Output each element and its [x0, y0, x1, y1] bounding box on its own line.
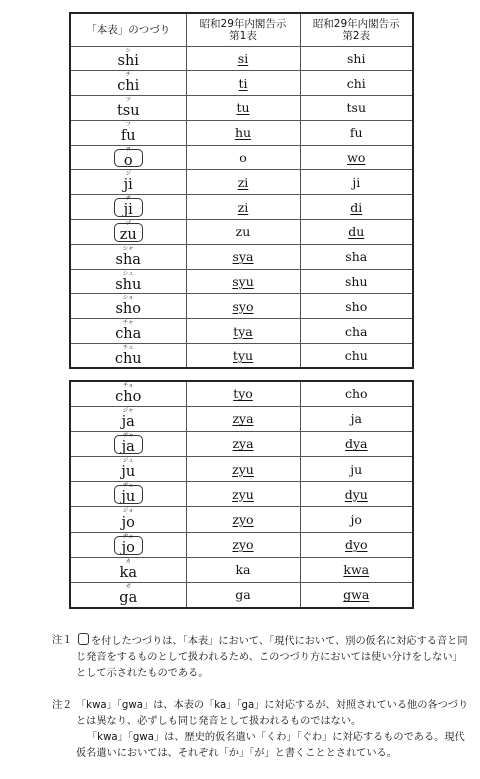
table1-spelling: ka [235, 562, 251, 578]
table2-spelling: jo [350, 512, 362, 528]
note-2 [52, 698, 472, 762]
kana-reading: カ [125, 558, 131, 565]
kana-reading: ジュ [122, 458, 134, 465]
romanization-table-part1 [69, 12, 414, 369]
table2-spelling: dyu [344, 486, 368, 502]
note-1-label: 注１ [52, 635, 73, 646]
table1-spelling-cell [186, 170, 300, 195]
table2-spelling: du [348, 224, 365, 240]
table2-spelling-cell [300, 457, 413, 482]
table1-spelling-cell [186, 431, 300, 456]
table1-spelling-cell [186, 344, 300, 369]
hepburn-cell [70, 294, 186, 319]
hepburn-cell [70, 195, 186, 220]
table-row [70, 319, 413, 344]
hepburn-spelling: cha [115, 326, 142, 343]
table1-spelling: zi [237, 199, 249, 215]
hepburn-cell [70, 532, 186, 557]
table1-spelling-cell [186, 269, 300, 294]
hepburn-spelling: tsu [116, 102, 140, 119]
table1-spelling-cell [186, 532, 300, 557]
table-row [70, 482, 413, 507]
hepburn-cell [70, 457, 186, 482]
table1-spelling: hu [234, 125, 252, 141]
table1-spelling-cell [186, 406, 300, 431]
table1-spelling-cell [186, 96, 300, 121]
table-row [70, 507, 413, 532]
kana-reading: ヅ [125, 221, 131, 228]
table-row [70, 120, 413, 145]
table2-spelling-cell [300, 344, 413, 369]
table1-spelling-cell [186, 557, 300, 582]
hepburn-cell [70, 170, 186, 195]
note-1-text: を付したつづりは、「本表」において、「現代において、別の仮名に対応する音と同じ発音をするものとして扱われるため、このつづり方においては使い分けをしない」として示されたものである。 [76, 636, 468, 679]
table2-spelling: dya [344, 436, 368, 452]
hepburn-spelling: ga [119, 589, 138, 606]
hepburn-cell [70, 220, 186, 245]
table1-spelling-cell [186, 507, 300, 532]
table-row [70, 583, 413, 608]
table2-spelling-cell [300, 294, 413, 319]
table1-spelling: zu [235, 224, 251, 240]
header-table1 [186, 13, 300, 46]
table2-spelling-cell [300, 583, 413, 608]
table2-spelling-cell [300, 507, 413, 532]
table1-spelling: zyu [232, 486, 254, 502]
hepburn-spelling: sha [115, 251, 141, 268]
hepburn-spelling: sho [115, 301, 141, 318]
table1-spelling-cell [186, 583, 300, 608]
table1-spelling-cell [186, 294, 300, 319]
table1-spelling: zya [232, 436, 254, 452]
table1-spelling-cell [186, 381, 300, 406]
hepburn-spelling: ju [121, 489, 136, 506]
table2-spelling: tsu [346, 100, 366, 116]
table2-spelling-cell [300, 244, 413, 269]
table1-spelling: tya [233, 323, 253, 339]
table1-spelling: zyu [232, 461, 254, 477]
kana-reading: ヂャ [122, 432, 134, 439]
table1-spelling: tyo [233, 386, 253, 402]
table1-spelling: sya [232, 249, 254, 265]
hepburn-cell [70, 557, 186, 582]
kana-reading: シ [125, 47, 131, 54]
hepburn-cell [70, 244, 186, 269]
table1-spelling: ga [235, 587, 251, 603]
table2-spelling-cell [300, 220, 413, 245]
kana-reading: ツ [125, 97, 131, 104]
kana-reading: ヂ [125, 196, 131, 203]
table2-spelling-cell [300, 170, 413, 195]
table1-spelling: tyu [232, 348, 254, 364]
hepburn-spelling: ja [121, 413, 135, 430]
table-row [70, 557, 413, 582]
table1-spelling: zyo [232, 512, 254, 528]
note-2-paragraph-2: 「kwa」「gwa」は、歴史的仮名遣い「くわ」「ぐわ」に対応するものである。現代仮名遣いにおいては、それぞれ「か」「が」と書くこととされている。 [76, 732, 465, 759]
table-row [70, 381, 413, 406]
table-row [70, 406, 413, 431]
table1-spelling: si [237, 50, 249, 66]
kana-reading: ジョ [122, 508, 134, 515]
kana-reading: ジャ [122, 407, 134, 414]
kana-reading: ヂュ [122, 483, 134, 490]
table2-spelling-cell [300, 195, 413, 220]
kana-reading: ジ [125, 171, 131, 178]
table-row [70, 532, 413, 557]
table-row [70, 431, 413, 456]
header-table2-text: 昭和29年内閣告示 第2表 [312, 17, 400, 42]
table2-spelling-cell [300, 120, 413, 145]
kana-reading: チョ [122, 383, 134, 389]
table2-spelling: sho [345, 298, 368, 314]
hepburn-cell [70, 46, 186, 71]
hepburn-cell [70, 431, 186, 456]
table1-spelling-cell [186, 120, 300, 145]
kana-reading: ショ [122, 295, 134, 302]
table2-spelling-cell [300, 381, 413, 406]
table2-spelling-cell [300, 532, 413, 557]
table2-spelling: chi [346, 75, 366, 91]
hepburn-spelling: jo [121, 539, 135, 556]
header-honpyo: 「本表」のつづり [70, 13, 186, 46]
table2-spelling-cell [300, 482, 413, 507]
table-row [70, 220, 413, 245]
hepburn-spelling: chi [117, 78, 140, 95]
hepburn-spelling: fu [120, 127, 136, 144]
table-row [70, 294, 413, 319]
hepburn-spelling: ja [121, 438, 135, 455]
hepburn-cell [70, 381, 186, 406]
table1-spelling: tu [236, 100, 250, 116]
table-row [70, 344, 413, 369]
table2-spelling-cell [300, 269, 413, 294]
table2-spelling: kwa [343, 562, 370, 578]
kana-reading: ガ [125, 584, 131, 590]
table-row [70, 195, 413, 220]
table2-spelling-cell [300, 557, 413, 582]
table2-spelling-cell [300, 96, 413, 121]
table2-spelling-cell [300, 406, 413, 431]
table2-spelling: ji [352, 174, 361, 190]
hepburn-spelling: o [123, 152, 133, 169]
hepburn-spelling: ji [123, 177, 133, 194]
table2-spelling: fu [349, 125, 363, 141]
hepburn-cell [70, 145, 186, 170]
table1-spelling: zi [237, 174, 249, 190]
table2-spelling: sha [345, 249, 368, 265]
hepburn-spelling: shi [117, 53, 139, 70]
table2-spelling: shi [347, 50, 366, 66]
hepburn-cell [70, 71, 186, 96]
table2-spelling-cell [300, 145, 413, 170]
table1-spelling-cell [186, 46, 300, 71]
table2-spelling: cha [344, 323, 368, 339]
hepburn-spelling: zu [119, 226, 137, 243]
hepburn-cell [70, 269, 186, 294]
table1-spelling-cell [186, 244, 300, 269]
table2-spelling: cho [344, 386, 368, 402]
note-2-label: 注２ [52, 700, 73, 711]
table-row [70, 145, 413, 170]
kana-reading: ヂョ [122, 533, 134, 540]
hepburn-cell [70, 482, 186, 507]
kana-reading: ヲ [125, 146, 131, 153]
hepburn-spelling: ju [121, 464, 136, 481]
table2-spelling: ju [350, 461, 363, 477]
table1-spelling-cell [186, 220, 300, 245]
table2-spelling: di [350, 199, 363, 215]
table-row [70, 46, 413, 71]
table2-spelling-cell [300, 46, 413, 71]
romanization-table-part2 [69, 380, 414, 609]
hepburn-spelling: shu [115, 276, 142, 293]
hepburn-cell [70, 406, 186, 431]
hepburn-cell [70, 96, 186, 121]
hepburn-cell [70, 344, 186, 369]
table-row [70, 244, 413, 269]
table1-spelling: zya [232, 411, 254, 427]
hepburn-cell [70, 319, 186, 344]
hepburn-cell [70, 120, 186, 145]
table2-spelling-cell [300, 431, 413, 456]
table2-spelling-cell [300, 319, 413, 344]
table1-spelling-cell [186, 195, 300, 220]
table1-spelling-cell [186, 457, 300, 482]
bracket-symbol-icon [78, 633, 89, 645]
table2-spelling: chu [344, 348, 368, 364]
table-header-row [70, 13, 413, 46]
kana-reading: チャ [122, 320, 134, 327]
table1-spelling-cell [186, 319, 300, 344]
table2-spelling: dyo [344, 537, 368, 553]
header-table2 [300, 13, 413, 46]
table-row [70, 71, 413, 96]
table2-spelling: wo [347, 150, 366, 166]
hepburn-spelling: cho [115, 388, 142, 405]
note-1 [52, 633, 472, 682]
hepburn-spelling: jo [121, 514, 135, 531]
hepburn-cell [70, 507, 186, 532]
table-row [70, 170, 413, 195]
table1-spelling: syo [232, 298, 254, 314]
kana-reading: チュ [122, 345, 134, 352]
hepburn-cell [70, 583, 186, 608]
table1-spelling-cell [186, 145, 300, 170]
table1-spelling: syu [232, 274, 254, 290]
kana-reading: チ [125, 72, 131, 79]
table2-spelling: gwa [343, 587, 370, 603]
hepburn-spelling: ka [119, 564, 137, 581]
table1-spelling: o [239, 150, 247, 166]
kana-reading: シャ [122, 245, 134, 252]
table2-spelling-cell [300, 71, 413, 96]
table1-spelling-cell [186, 71, 300, 96]
kana-reading: シュ [122, 270, 134, 277]
kana-reading: フ [125, 121, 131, 128]
table1-spelling-cell [186, 482, 300, 507]
note-2-paragraph-1: 「kwa」「gwa」は、本表の「ka」「ga」に対応するが、対照されている他の各つづりとは異なり、必ずしも同じ発音として扱われるものではない。 [76, 700, 469, 727]
hepburn-spelling: chu [114, 350, 142, 367]
table-row [70, 269, 413, 294]
table-row [70, 457, 413, 482]
header-table1-text: 昭和29年内閣告示 第1表 [199, 17, 287, 42]
hepburn-spelling: ji [123, 202, 133, 219]
table-row [70, 96, 413, 121]
table2-spelling: shu [344, 274, 368, 290]
table2-spelling: ja [350, 411, 362, 427]
table1-spelling: zyo [232, 537, 254, 553]
table1-spelling: ti [238, 75, 248, 91]
